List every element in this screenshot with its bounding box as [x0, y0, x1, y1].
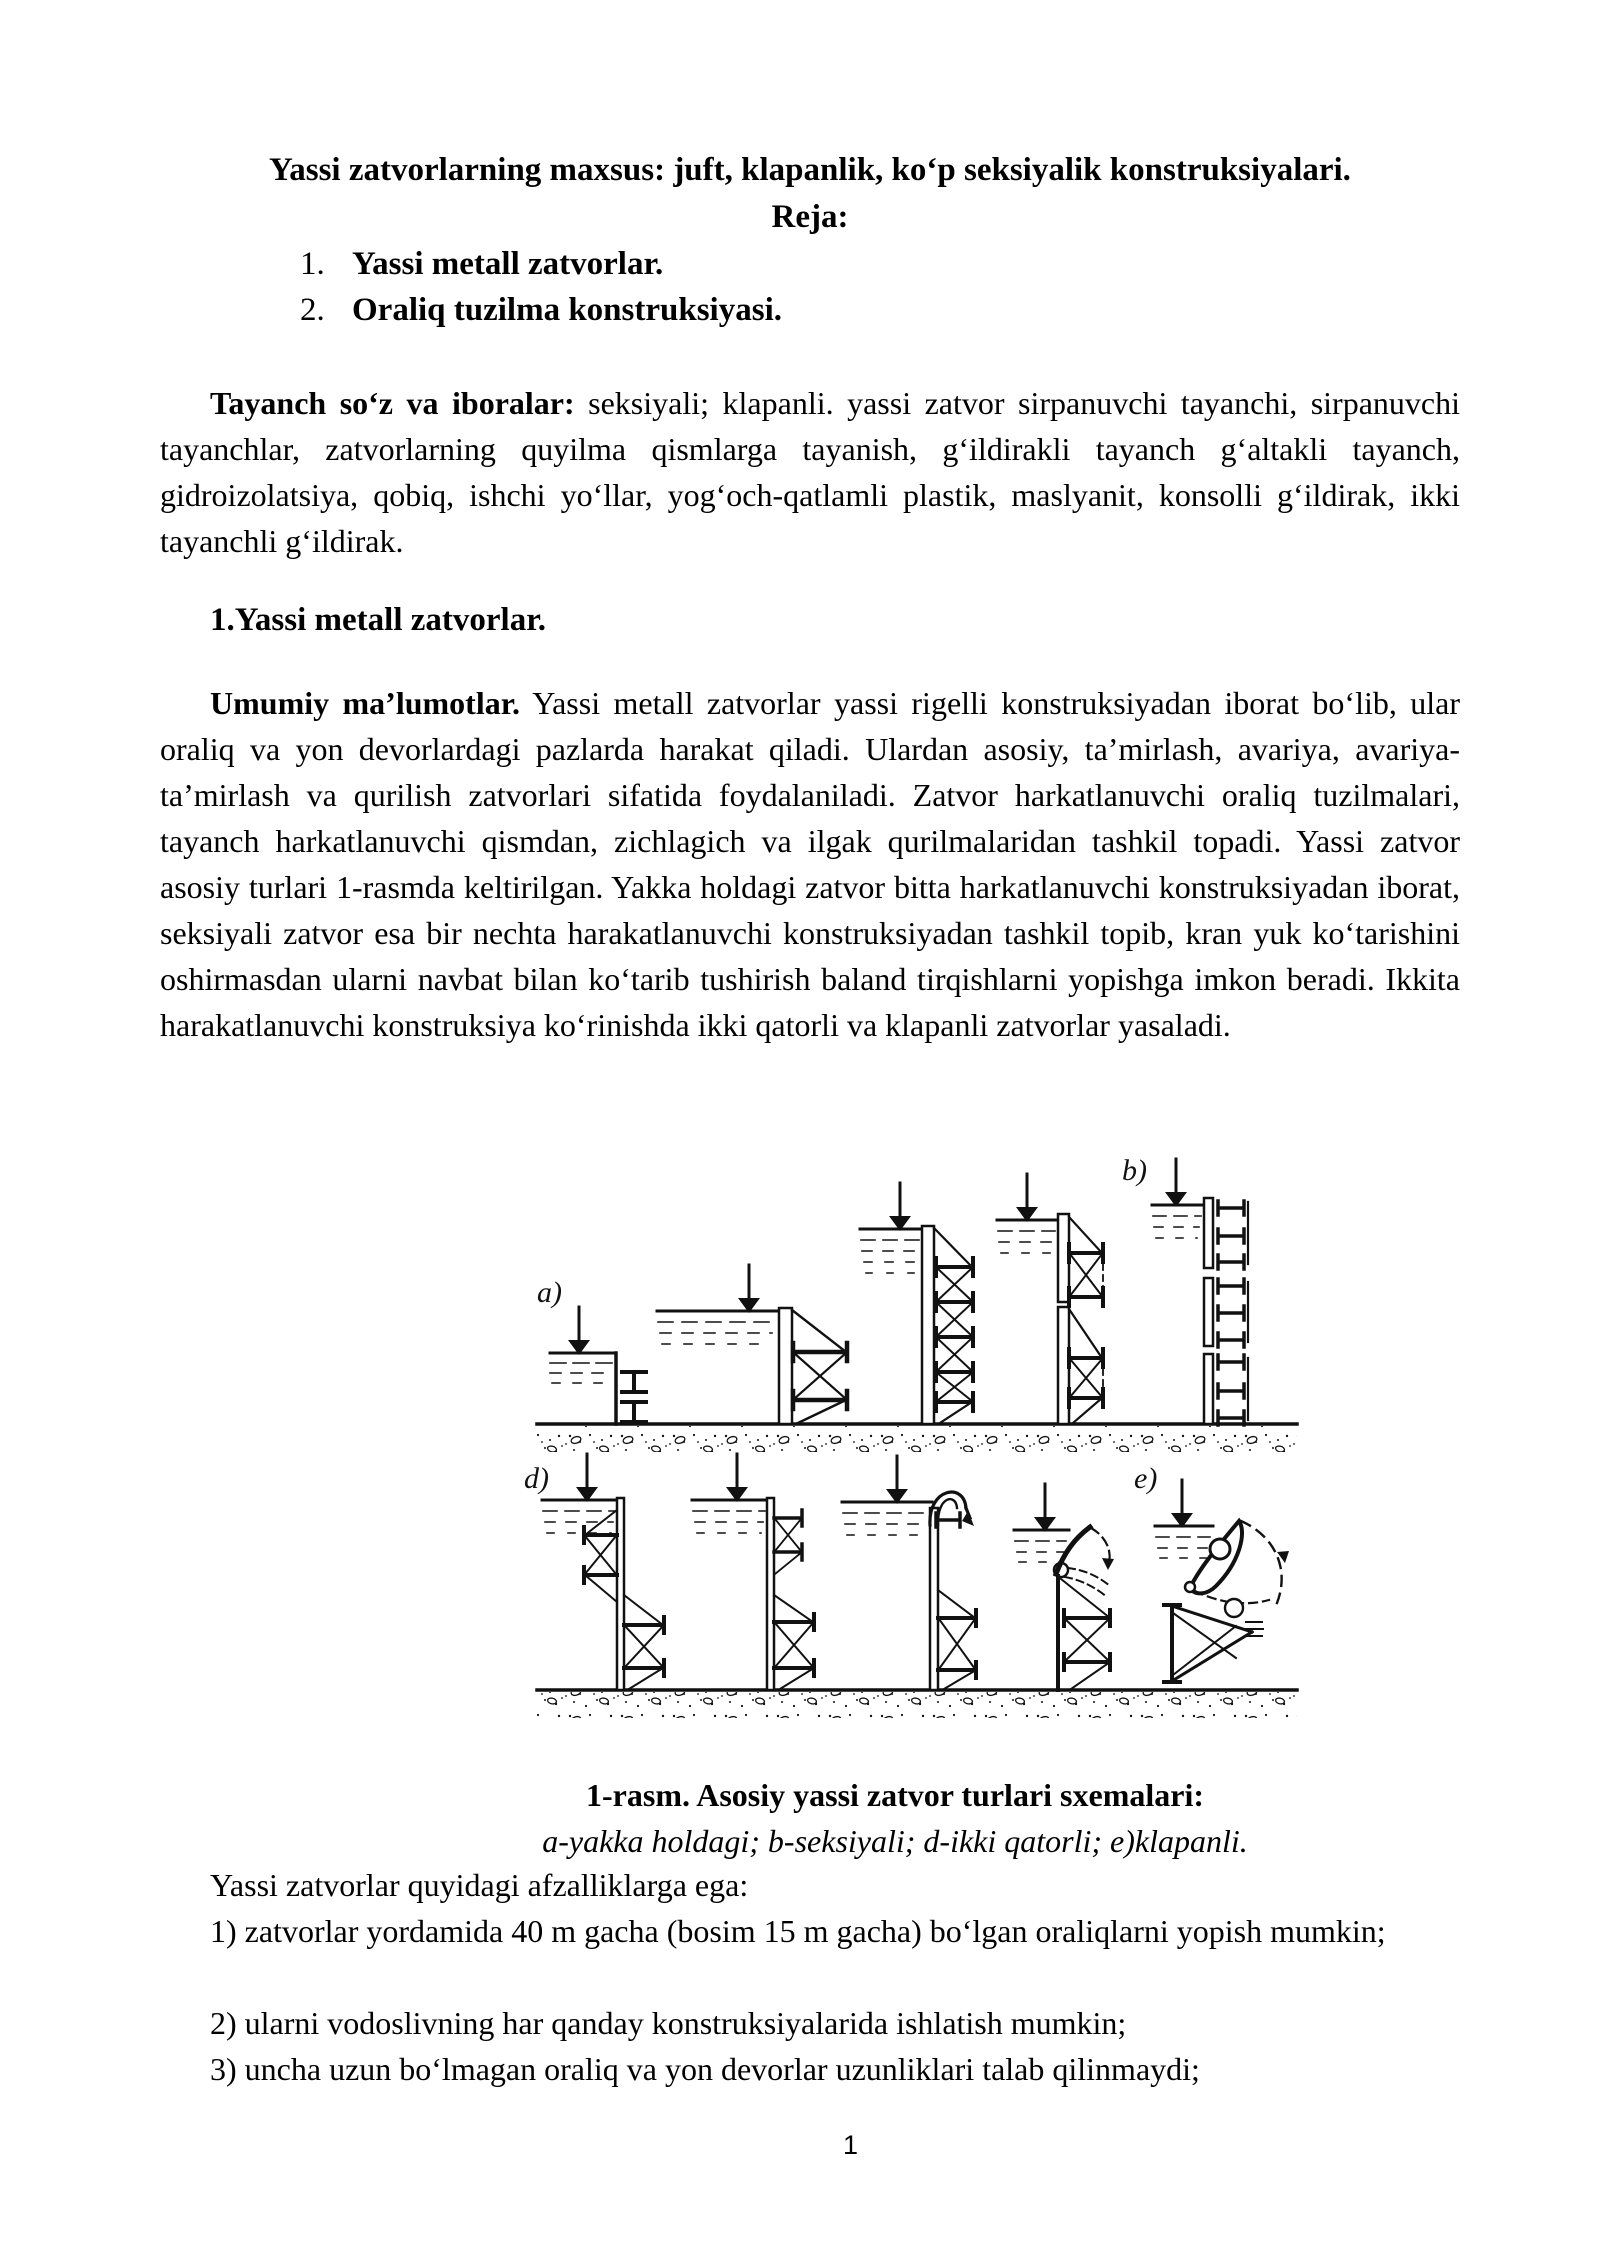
gate-flap-klapan	[1155, 1480, 1289, 1682]
plan-item-number: 1.	[300, 246, 325, 282]
gate-double-row-2	[692, 1454, 814, 1690]
plan-heading: Reja:	[771, 199, 849, 235]
advantage-item-1: 1) zatvorlar yordamida 40 m gacha (bosim 15 m gacha) boʻlgan oraliqlarni yopish mumkin;	[210, 1913, 1386, 1949]
section-heading: 1.Yassi metall zatvorlar.	[210, 602, 547, 638]
gate-multisection-girders	[1152, 1159, 1248, 1425]
keywords-paragraph	[160, 380, 1460, 564]
figure-label-d: d)	[524, 1462, 549, 1495]
keywords-lead: Tayanch soʻz va iboralar:	[210, 385, 575, 421]
general-lead: Umumiy ma’lumotlar.	[210, 685, 520, 721]
figure-gate-schemes	[512, 1150, 1304, 1768]
plan-item-number: 2.	[300, 292, 325, 328]
plan-item-1	[300, 241, 663, 287]
gate-single-truss	[657, 1265, 847, 1424]
advantages-intro: Yassi zatvorlar quyidagi afzalliklarga ega:	[210, 1867, 749, 1903]
figure-label-a: a)	[537, 1276, 562, 1309]
figure-label-e: e)	[1134, 1462, 1158, 1495]
plan-item-2	[300, 287, 782, 333]
gate-double-row-1	[542, 1454, 664, 1690]
gate-sectional-two	[997, 1174, 1103, 1424]
gate-with-flap	[1014, 1484, 1114, 1690]
general-paragraph	[160, 680, 1460, 1048]
figure-caption-subtitle: a-yakka holdagi; b-seksiyali; d-ikki qatorli; e)klapanli.	[542, 1823, 1248, 1859]
ground-upper	[537, 1424, 1297, 1452]
figure-label-b: b)	[1122, 1154, 1147, 1187]
figure-caption-title: 1-rasm. Asosiy yassi zatvor turlari sxemalari:	[586, 1777, 1204, 1813]
ground-lower	[537, 1690, 1297, 1718]
title-line: Yassi zatvorlarning maxsus: juft, klapanlik, koʻp seksiyalik konstruksiyalari.	[269, 152, 1351, 188]
document-title	[160, 147, 1460, 241]
gate-tall-truss	[860, 1183, 973, 1424]
advantage-item-2: 2) ularni vodoslivning har qanday konstruksiyalarida ishlatish mumkin;	[210, 2005, 1127, 2041]
advantage-item-3: 3) uncha uzun boʻlmagan oraliq va yon devorlar uzunliklari talab qilinmaydi;	[210, 2051, 1200, 2087]
general-text: Yassi metall zatvorlar yassi rigelli konstruksiyadan iborat boʻlib, ular oraliq va yon devorlardagi pazlarda harakat qiladi. Ulardan asosiy, ta’mirlash, avariya, avariya-ta’mirlash va qurilish zatvorlari sifatida foydalaniladi. Zatvor harkatlanuvchi oraliq tuzilmalari, tayanch harkatlanuvchi qismdan, zichlagich va ilgak qurilmalaridan tashkil topadi. Yassi zatvor asosiy turlari 1-rasmda keltirilgan. Yakka holdagi zatvor bitta harkatlanuvchi konstruksiyadan iborat, seksiyali zatvor esa bir nechta harakatlanuvchi konstruksiyadan tashkil topib, kran yuk koʻtarishini oshirmasdan ularni navbat bilan koʻtarib tushirish baland tirqishlarni yopishga imkon beradi. Ikkita harakatlanuvchi konstruksiya koʻrinishda ikki qatorli va klapanli zatvorlar yasaladi.	[160, 685, 1461, 1043]
keywords-text: seksiyali; klapanli. yassi zatvor sirpanuvchi tayanchi, sirpanuvchi tayanchlar, zatvorlarning quyilma qismlarga tayanish, gʻildirakli tayanch gʻaltakli tayanch, gidroizolatsiya, qobiq, ishchi yoʻllar, yogʻoch-qatlamli plastik, maslyanit, konsolli gʻildirak, ikki tayanchli gʻildirak.	[160, 385, 1461, 559]
plan-item-label: Oraliq tuzilma konstruksiyasi.	[352, 292, 782, 328]
page-number: 1	[843, 2130, 859, 2160]
plan-item-label: Yassi metall zatvorlar.	[352, 246, 664, 282]
gate-hook-top	[842, 1456, 976, 1690]
gate-single-low	[550, 1307, 646, 1424]
